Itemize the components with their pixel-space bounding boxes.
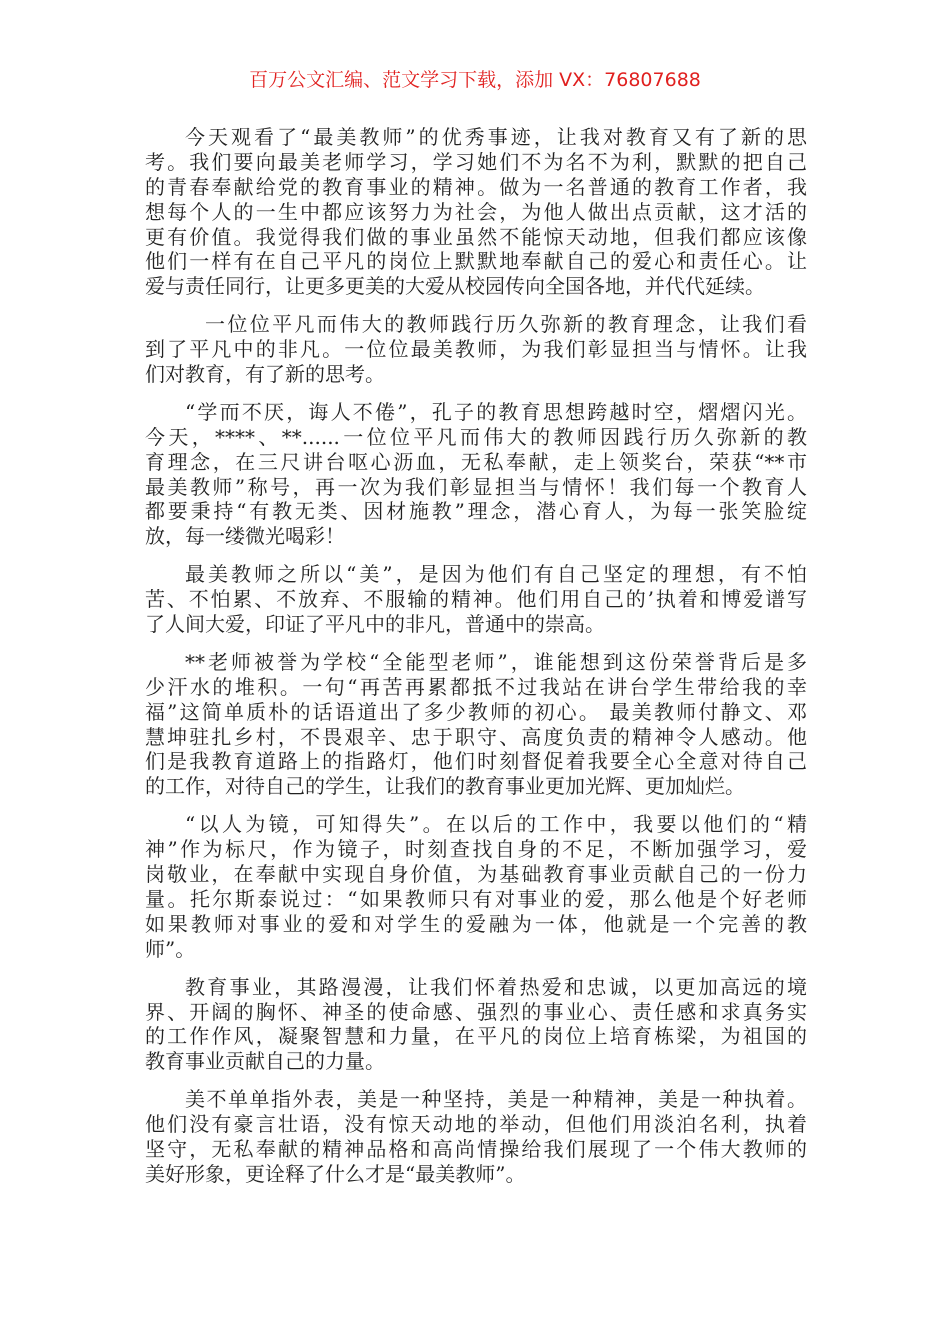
paragraph-line: 他们没有豪言壮语，没有惊天动地的举动，但他们用淡泊名利，执着 bbox=[145, 1112, 807, 1137]
paragraph-line: 的工作，对待自己的学生，让我们的教育事业更加光辉、更加灿烂。 bbox=[145, 774, 745, 799]
paragraph bbox=[145, 1087, 807, 1187]
paragraph-line: 的工作作风，凝聚智慧和力量，在平凡的岗位上培育栋梁，为祖国的 bbox=[145, 1024, 807, 1049]
paragraph-line: “以人为镜，可知得失”。在以后的工作中，我要以他们的“精 bbox=[185, 812, 807, 837]
paragraph-line: 一位位平凡而伟大的教师践行历久弥新的教育理念，让我们看 bbox=[205, 312, 807, 337]
paragraph-line: 都要秉持“有教无类、因材施教”理念，潜心育人，为每一张笑脸绽 bbox=[145, 499, 807, 524]
paragraph-line: 神”作为标尺，作为镜子，时刻查找自身的不足，不断加强学习，爱 bbox=[145, 837, 807, 862]
paragraph-line: 们对教育，有了新的思考。 bbox=[145, 362, 385, 387]
paragraph bbox=[145, 812, 807, 961]
paragraph-line: 育理念，在三尺讲台呕心沥血，无私奉献，走上领奖台，荣获“**市 bbox=[145, 449, 807, 474]
paragraph bbox=[145, 975, 807, 1075]
paragraph-line: 他们一样有在自己平凡的岗位上默默地奉献自己的爱心和责任心。让 bbox=[145, 249, 807, 274]
paragraph-line: 福”这简单质朴的话语道出了多少教师的初心。 最美教师付静文、邓 bbox=[145, 699, 807, 724]
paragraph-line: 岗敬业，在奉献中实现自身价值，为基础教育事业贡献自己的一份力 bbox=[145, 862, 807, 887]
paragraph-line: 如果教师对事业的爱和对学生的爱融为一体，他就是一个完善的教 bbox=[145, 911, 807, 936]
paragraph-line: 的青春奉献给党的教育事业的精神。做为一名普通的教育工作者，我 bbox=[145, 174, 807, 199]
paragraph bbox=[145, 125, 807, 299]
paragraph-line: 苦、不怕累、不放弃、不服输的精神。他们用自己的’执着和博爱谱写 bbox=[145, 587, 807, 612]
download-banner: 百万公文汇编、范文学习下载，添加 VX：76807688 bbox=[249, 69, 701, 91]
paragraph-line: 美不单单指外表，美是一种坚持，美是一种精神，美是一种执着。 bbox=[185, 1087, 807, 1112]
paragraph bbox=[145, 312, 807, 387]
paragraph-line: 美好形象，更诠释了什么才是“最美教师”。 bbox=[145, 1161, 526, 1186]
paragraph-line: 慧坤驻扎乡村，不畏艰辛、忠于职守、高度负责的精神令人感动。他 bbox=[145, 724, 807, 749]
paragraph-line: 量。托尔斯泰说过：“如果教师只有对事业的爱，那么他是个好老师 bbox=[145, 886, 807, 911]
paragraph-line: 爱与责任同行，让更多更美的大爱从校园传向全国各地，并代代延续。 bbox=[145, 274, 765, 299]
paragraph-line: 师”。 bbox=[145, 936, 196, 961]
paragraph-line: 今天，****、**......一位位平凡而伟大的教师因践行历久弥新的教 bbox=[145, 424, 807, 449]
paragraph-line: 教育事业，其路漫漫，让我们怀着热爱和忠诚，以更加高远的境 bbox=[185, 974, 807, 999]
paragraph-line: 少汗水的堆积。一句“再苦再累都抵不过我站在讲台学生带给我的幸 bbox=[145, 674, 807, 699]
paragraph bbox=[145, 650, 807, 799]
paragraph-line: 坚守，无私奉献的精神品格和高尚情操给我们展现了一个伟大教师的 bbox=[145, 1136, 807, 1161]
paragraph-line: 了人间大爱，印证了平凡中的非凡，普通中的崇高。 bbox=[145, 612, 605, 637]
paragraph-line: 放，每一缕微光喝彩！ bbox=[145, 524, 345, 549]
paragraph-line: 最美教师”称号，再一次为我们彰显担当与情怀！我们每一个教育人 bbox=[145, 474, 807, 499]
paragraph-line: 最美教师之所以“美”，是因为他们有自己坚定的理想，有不怕 bbox=[185, 562, 807, 587]
document-body bbox=[145, 125, 807, 1200]
paragraph-line: 到了平凡中的非凡。一位位最美教师，为我们彰显担当与情怀。让我 bbox=[145, 337, 807, 362]
paragraph bbox=[145, 562, 807, 637]
paragraph-line: “学而不厌，诲人不倦”，孔子的教育思想跨越时空，熠熠闪光。 bbox=[185, 399, 807, 424]
paragraph bbox=[145, 400, 807, 549]
paragraph-line: 更有价值。我觉得我们做的事业虽然不能惊天动地，但我们都应该像 bbox=[145, 224, 807, 249]
paragraph-line: 今天观看了“最美教师”的优秀事迹，让我对教育又有了新的思 bbox=[185, 125, 807, 149]
paragraph-line: 界、开阔的胸怀、神圣的使命感、强烈的事业心、责任感和求真务实 bbox=[145, 999, 807, 1024]
paragraph-line: 教育事业贡献自己的力量。 bbox=[145, 1049, 385, 1074]
paragraph-line: **老师被誉为学校“全能型老师”，谁能想到这份荣誉背后是多 bbox=[185, 649, 807, 674]
paragraph-line: 考。我们要向最美老师学习，学习她们不为名不为利，默默的把自己 bbox=[145, 149, 807, 174]
paragraph-line: 们是我教育道路上的指路灯，他们时刻督促着我要全心全意对待自己 bbox=[145, 749, 807, 774]
paragraph-line: 想每个人的一生中都应该努力为社会，为他人做出点贡献，这才活的 bbox=[145, 199, 807, 224]
